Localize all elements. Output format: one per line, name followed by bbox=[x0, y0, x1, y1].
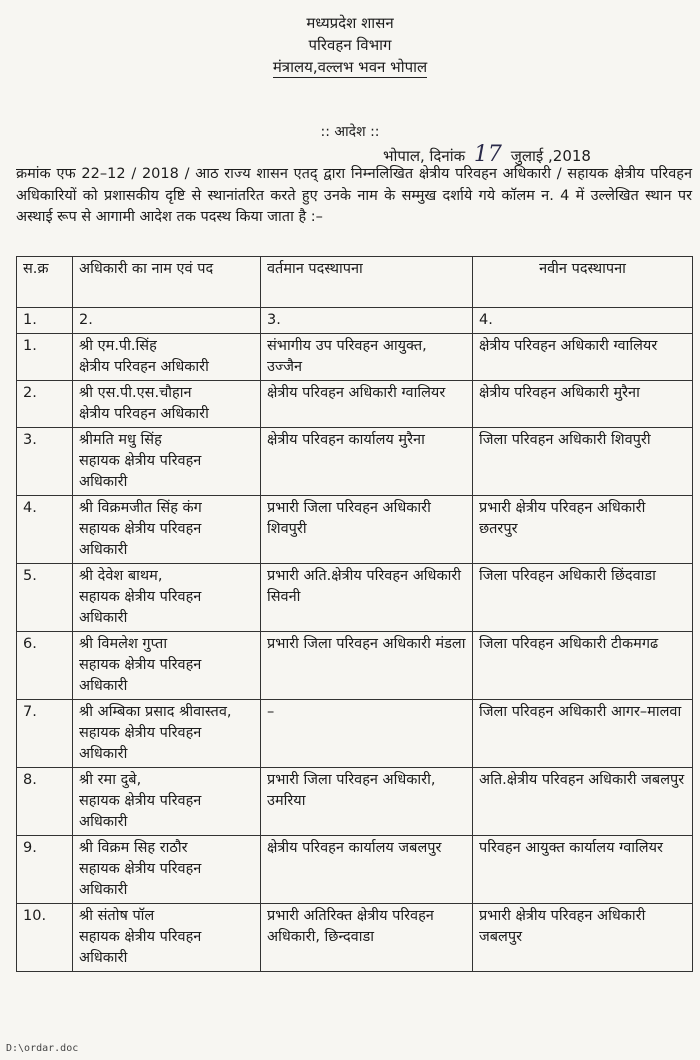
row-officer bbox=[73, 700, 261, 768]
row-officer bbox=[73, 564, 261, 632]
header-sno: स.क्र bbox=[17, 257, 73, 308]
row-officer-name: श्री विमलेश गुप्ता bbox=[79, 636, 168, 652]
table-header-row bbox=[17, 257, 693, 308]
row-officer-designation: सहायक क्षेत्रीय परिवहन अधिकारी bbox=[79, 657, 202, 694]
row-sno-sno: 7. bbox=[23, 704, 37, 720]
row-new-posting bbox=[473, 564, 693, 632]
row-current-posting bbox=[261, 768, 473, 836]
row-new-posting-new: प्रभारी क्षेत्रीय परिवहन अधिकारी छतरपुर bbox=[479, 500, 646, 537]
row-sno-sno: 9. bbox=[23, 840, 37, 856]
row-officer bbox=[73, 334, 261, 381]
row-officer-name: श्री एस.पी.एस.चौहान bbox=[79, 385, 192, 401]
row-officer bbox=[73, 836, 261, 904]
row-new-posting bbox=[473, 904, 693, 972]
row-sno-sno: 1. bbox=[23, 338, 37, 354]
table-row bbox=[17, 632, 693, 700]
row-officer-name: श्री रमा दुबे, bbox=[79, 772, 142, 788]
row-new-posting bbox=[473, 836, 693, 904]
row-new-posting-new: परिवहन आयुक्त कार्यालय ग्वालियर bbox=[479, 840, 663, 856]
table-row bbox=[17, 768, 693, 836]
row-sno bbox=[17, 496, 73, 564]
row-officer-name: श्री संतोष पॉल bbox=[79, 908, 155, 924]
row-officer-designation: सहायक क्षेत्रीय परिवहन अधिकारी bbox=[79, 861, 202, 898]
row-officer-name: श्री विक्रमजीत सिंह कंग bbox=[79, 500, 202, 516]
table-row bbox=[17, 564, 693, 632]
row-sno-sno: 5. bbox=[23, 568, 37, 584]
table-row bbox=[17, 334, 693, 381]
row-new-posting bbox=[473, 428, 693, 496]
order-heading: :: आदेश :: bbox=[320, 124, 380, 140]
row-officer-designation: सहायक क्षेत्रीय परिवहन अधिकारी bbox=[79, 725, 202, 762]
row-new-posting-new: जिला परिवहन अधिकारी आगर–मालवा bbox=[479, 704, 682, 720]
header-current-posting: वर्तमान पदस्थापना bbox=[261, 257, 473, 308]
row-officer bbox=[73, 428, 261, 496]
row-officer-name: श्रीमति मधु सिंह bbox=[79, 432, 162, 448]
row-sno bbox=[17, 836, 73, 904]
row-new-posting-new: अति.क्षेत्रीय परिवहन अधिकारी जबलपुर bbox=[479, 772, 685, 788]
row-new-posting-new: प्रभारी क्षेत्रीय परिवहन अधिकारी जबलपुर bbox=[479, 908, 646, 945]
row-officer-designation: क्षेत्रीय परिवहन अधिकारी bbox=[79, 359, 209, 375]
row-sno bbox=[17, 632, 73, 700]
row-sno bbox=[17, 564, 73, 632]
row-officer-designation: सहायक क्षेत्रीय परिवहन अधिकारी bbox=[79, 929, 202, 966]
row-current-posting bbox=[261, 496, 473, 564]
row-current-posting bbox=[261, 904, 473, 972]
row-current-posting bbox=[261, 334, 473, 381]
row-new-posting bbox=[473, 381, 693, 428]
file-path-footer: D:\ordar.doc bbox=[6, 1043, 79, 1054]
row-new-posting-new: जिला परिवहन अधिकारी छिंदवाडा bbox=[479, 568, 656, 584]
date-day-handwritten: 17 bbox=[473, 142, 502, 167]
row-new-posting-new: जिला परिवहन अधिकारी टीकमगढ bbox=[479, 636, 659, 652]
row-sno bbox=[17, 768, 73, 836]
row-current-posting-current: संभागीय उप परिवहन आयुक्त, उज्जैन bbox=[267, 338, 427, 375]
row-new-posting bbox=[473, 496, 693, 564]
header-officer: अधिकारी का नाम एवं पद bbox=[73, 257, 261, 308]
col-number: 2. bbox=[73, 308, 261, 334]
col-number: 4. bbox=[473, 308, 693, 334]
date-suffix: जुलाई ,2018 bbox=[510, 147, 591, 165]
row-current-posting-current: क्षेत्रीय परिवहन कार्यालय मुरैना bbox=[267, 432, 425, 448]
row-sno bbox=[17, 700, 73, 768]
row-current-posting bbox=[261, 381, 473, 428]
row-current-posting-current: प्रभारी जिला परिवहन अधिकारी मंडला bbox=[267, 636, 466, 652]
table-row bbox=[17, 496, 693, 564]
table-row bbox=[17, 700, 693, 768]
row-current-posting bbox=[261, 836, 473, 904]
order-body-text: क्रमांक एफ 22–12 / 2018 / आठ राज्य शासन एतद् द्वारा निम्नलिखित क्षेत्रीय परिवहन अधिकारी / सहायक क्षेत्रीय परिवहन अधिकारियों को प्रशासकीय दृष्टि से स्थानांतरित करते हुए उनके नाम के सम्मुख दर्शाये गये कॉलम न. 4 में उल्लेखित स्थान पर अस्थाई रूप से आगामी आदेश तक पदस्थ किया जाता है :– bbox=[16, 166, 692, 225]
row-sno-sno: 2. bbox=[23, 385, 37, 401]
row-current-posting-current: प्रभारी अतिरिक्त क्षेत्रीय परिवहन अधिकारी, छिन्दवाडा bbox=[267, 908, 434, 945]
row-officer-name: श्री अम्बिका प्रसाद श्रीवास्तव, bbox=[79, 704, 232, 720]
table-row bbox=[17, 904, 693, 972]
row-current-posting bbox=[261, 700, 473, 768]
row-current-posting bbox=[261, 428, 473, 496]
row-new-posting bbox=[473, 768, 693, 836]
row-sno bbox=[17, 334, 73, 381]
row-officer-name: श्री देवेश बाथम, bbox=[79, 568, 163, 584]
row-officer-designation: सहायक क्षेत्रीय परिवहन अधिकारी bbox=[79, 793, 202, 830]
row-officer-designation: क्षेत्रीय परिवहन अधिकारी bbox=[79, 406, 209, 422]
letterhead bbox=[0, 12, 700, 78]
row-officer-name: श्री एम.पी.सिंह bbox=[79, 338, 157, 354]
table-row bbox=[17, 381, 693, 428]
row-current-posting bbox=[261, 632, 473, 700]
row-new-posting bbox=[473, 334, 693, 381]
row-current-posting-current: प्रभारी अति.क्षेत्रीय परिवहन अधिकारी सिवनी bbox=[267, 568, 462, 605]
row-officer-designation: सहायक क्षेत्रीय परिवहन अधिकारी bbox=[79, 453, 202, 490]
col-number: 1. bbox=[17, 308, 73, 334]
department-name: परिवहन विभाग bbox=[308, 36, 392, 54]
row-officer-name: श्री विक्रम सिह राठौर bbox=[79, 840, 188, 856]
row-sno-sno: 4. bbox=[23, 500, 37, 516]
row-officer-designation: सहायक क्षेत्रीय परिवहन अधिकारी bbox=[79, 589, 202, 626]
row-current-posting-current: प्रभारी जिला परिवहन अधिकारी, उमरिया bbox=[267, 772, 436, 809]
row-officer bbox=[73, 768, 261, 836]
col-number: 3. bbox=[261, 308, 473, 334]
transfer-table bbox=[16, 256, 693, 972]
header-new-posting: नवीन पदस्थापना bbox=[473, 257, 693, 308]
row-current-posting-current: – bbox=[267, 704, 275, 720]
row-new-posting bbox=[473, 632, 693, 700]
row-officer-designation: सहायक क्षेत्रीय परिवहन अधिकारी bbox=[79, 521, 202, 558]
row-new-posting-new: जिला परिवहन अधिकारी शिवपुरी bbox=[479, 432, 651, 448]
row-current-posting-current: प्रभारी जिला परिवहन अधिकारी शिवपुरी bbox=[267, 500, 431, 537]
date-prefix: भोपाल, दिनांक bbox=[383, 147, 466, 165]
table-row bbox=[17, 836, 693, 904]
row-sno bbox=[17, 428, 73, 496]
row-officer bbox=[73, 904, 261, 972]
row-officer bbox=[73, 496, 261, 564]
government-name: मध्यप्रदेश शासन bbox=[306, 14, 394, 32]
row-sno-sno: 8. bbox=[23, 772, 37, 788]
row-sno-sno: 6. bbox=[23, 636, 37, 652]
row-sno bbox=[17, 904, 73, 972]
row-officer bbox=[73, 381, 261, 428]
row-current-posting bbox=[261, 564, 473, 632]
row-new-posting bbox=[473, 700, 693, 768]
table-row bbox=[17, 428, 693, 496]
row-sno-sno: 10. bbox=[23, 908, 47, 924]
column-number-row bbox=[17, 308, 693, 334]
row-new-posting-new: क्षेत्रीय परिवहन अधिकारी ग्वालियर bbox=[479, 338, 658, 354]
row-officer bbox=[73, 632, 261, 700]
ministry-address: मंत्रालय,वल्लभ भवन भोपाल bbox=[272, 58, 428, 76]
row-sno bbox=[17, 381, 73, 428]
row-new-posting-new: क्षेत्रीय परिवहन अधिकारी मुरैना bbox=[479, 385, 640, 401]
row-sno-sno: 3. bbox=[23, 432, 37, 448]
row-current-posting-current: क्षेत्रीय परिवहन कार्यालय जबलपुर bbox=[267, 840, 442, 856]
row-current-posting-current: क्षेत्रीय परिवहन अधिकारी ग्वालियर bbox=[267, 385, 446, 401]
